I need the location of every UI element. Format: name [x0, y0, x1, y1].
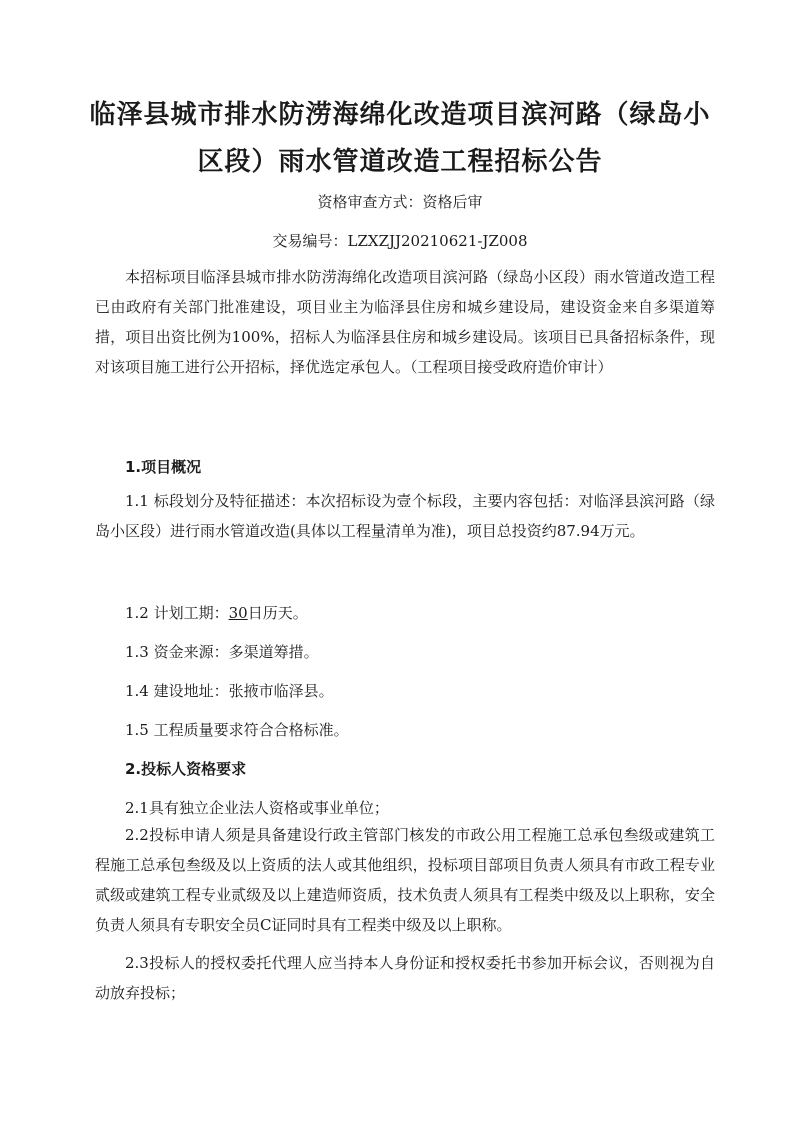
item-1-1: 1.1 标段划分及特征描述：本次招标设为壹个标段，主要内容包括：对临泽县滨河路（绿岛小区段）进行雨水管道改造(具体以工程量清单为准)，项目总投资约87.94万元。 [95, 492, 715, 540]
item-1-5: 1.5 工程质量要求符合合格标准。 [125, 721, 349, 739]
item-2-3: 2.3投标人的授权委托代理人应当持本人身份证和授权委托书参加开标会议，否则视为自动放弃投标； [95, 954, 715, 1002]
item-2-1: 2.1具有独立企业法人资格或事业单位； [125, 799, 389, 817]
item-1-4: 1.4 建设地址：张掖市临泽县。 [125, 682, 334, 700]
item-2-2: 2.2投标申请人须是具备建设行政主管部门核发的市政公用工程施工总承包叁级或建筑工程施工总承包叁级及以上资质的法人或其他组织，投标项目部项目负责人须具有市政工程专业贰级或建筑工程专业贰级及以上建造师资质，技术负责人须具有工程类中级及以上职称，安全负责人须具有专职安全员C证同时具有工程类中级及以上职称。 [95, 826, 715, 934]
item-1-2 [125, 603, 715, 623]
review-method: 资格审查方式：资格后审 [317, 193, 483, 211]
item-1-2-prefix: 1.2 计划工期： [125, 604, 229, 622]
document-title: 临泽县城市排水防涝海绵化改造项目滨河路（绿岛小区段）雨水管道改造工程招标公告 [89, 100, 711, 177]
section-2-heading: 2.投标人资格要求 [125, 760, 247, 778]
intro-paragraph: 本招标项目临泽县城市排水防涝海绵化改造项目滨河路（绿岛小区段）雨水管道改造工程已由政府有关部门批准建设，项目业主为临泽县住房和城乡建设局，建设资金来自多渠道筹措，项目出资比例为100%，招标人为临泽县住房和城乡建设局。该项目已具备招标条件，现对该项目施工进行公开招标，择优选定承包人。（工程项目接受政府造价审计） [95, 268, 715, 376]
trade-number: 交易编号：LZXZJJ20210621-JZ008 [272, 232, 528, 250]
item-1-2-suffix: 日历天。 [247, 604, 308, 622]
item-1-3: 1.3 资金来源：多渠道筹措。 [125, 643, 319, 661]
item-1-2-days: 30 [228, 604, 248, 622]
section-1-heading: 1.项目概况 [125, 458, 202, 476]
